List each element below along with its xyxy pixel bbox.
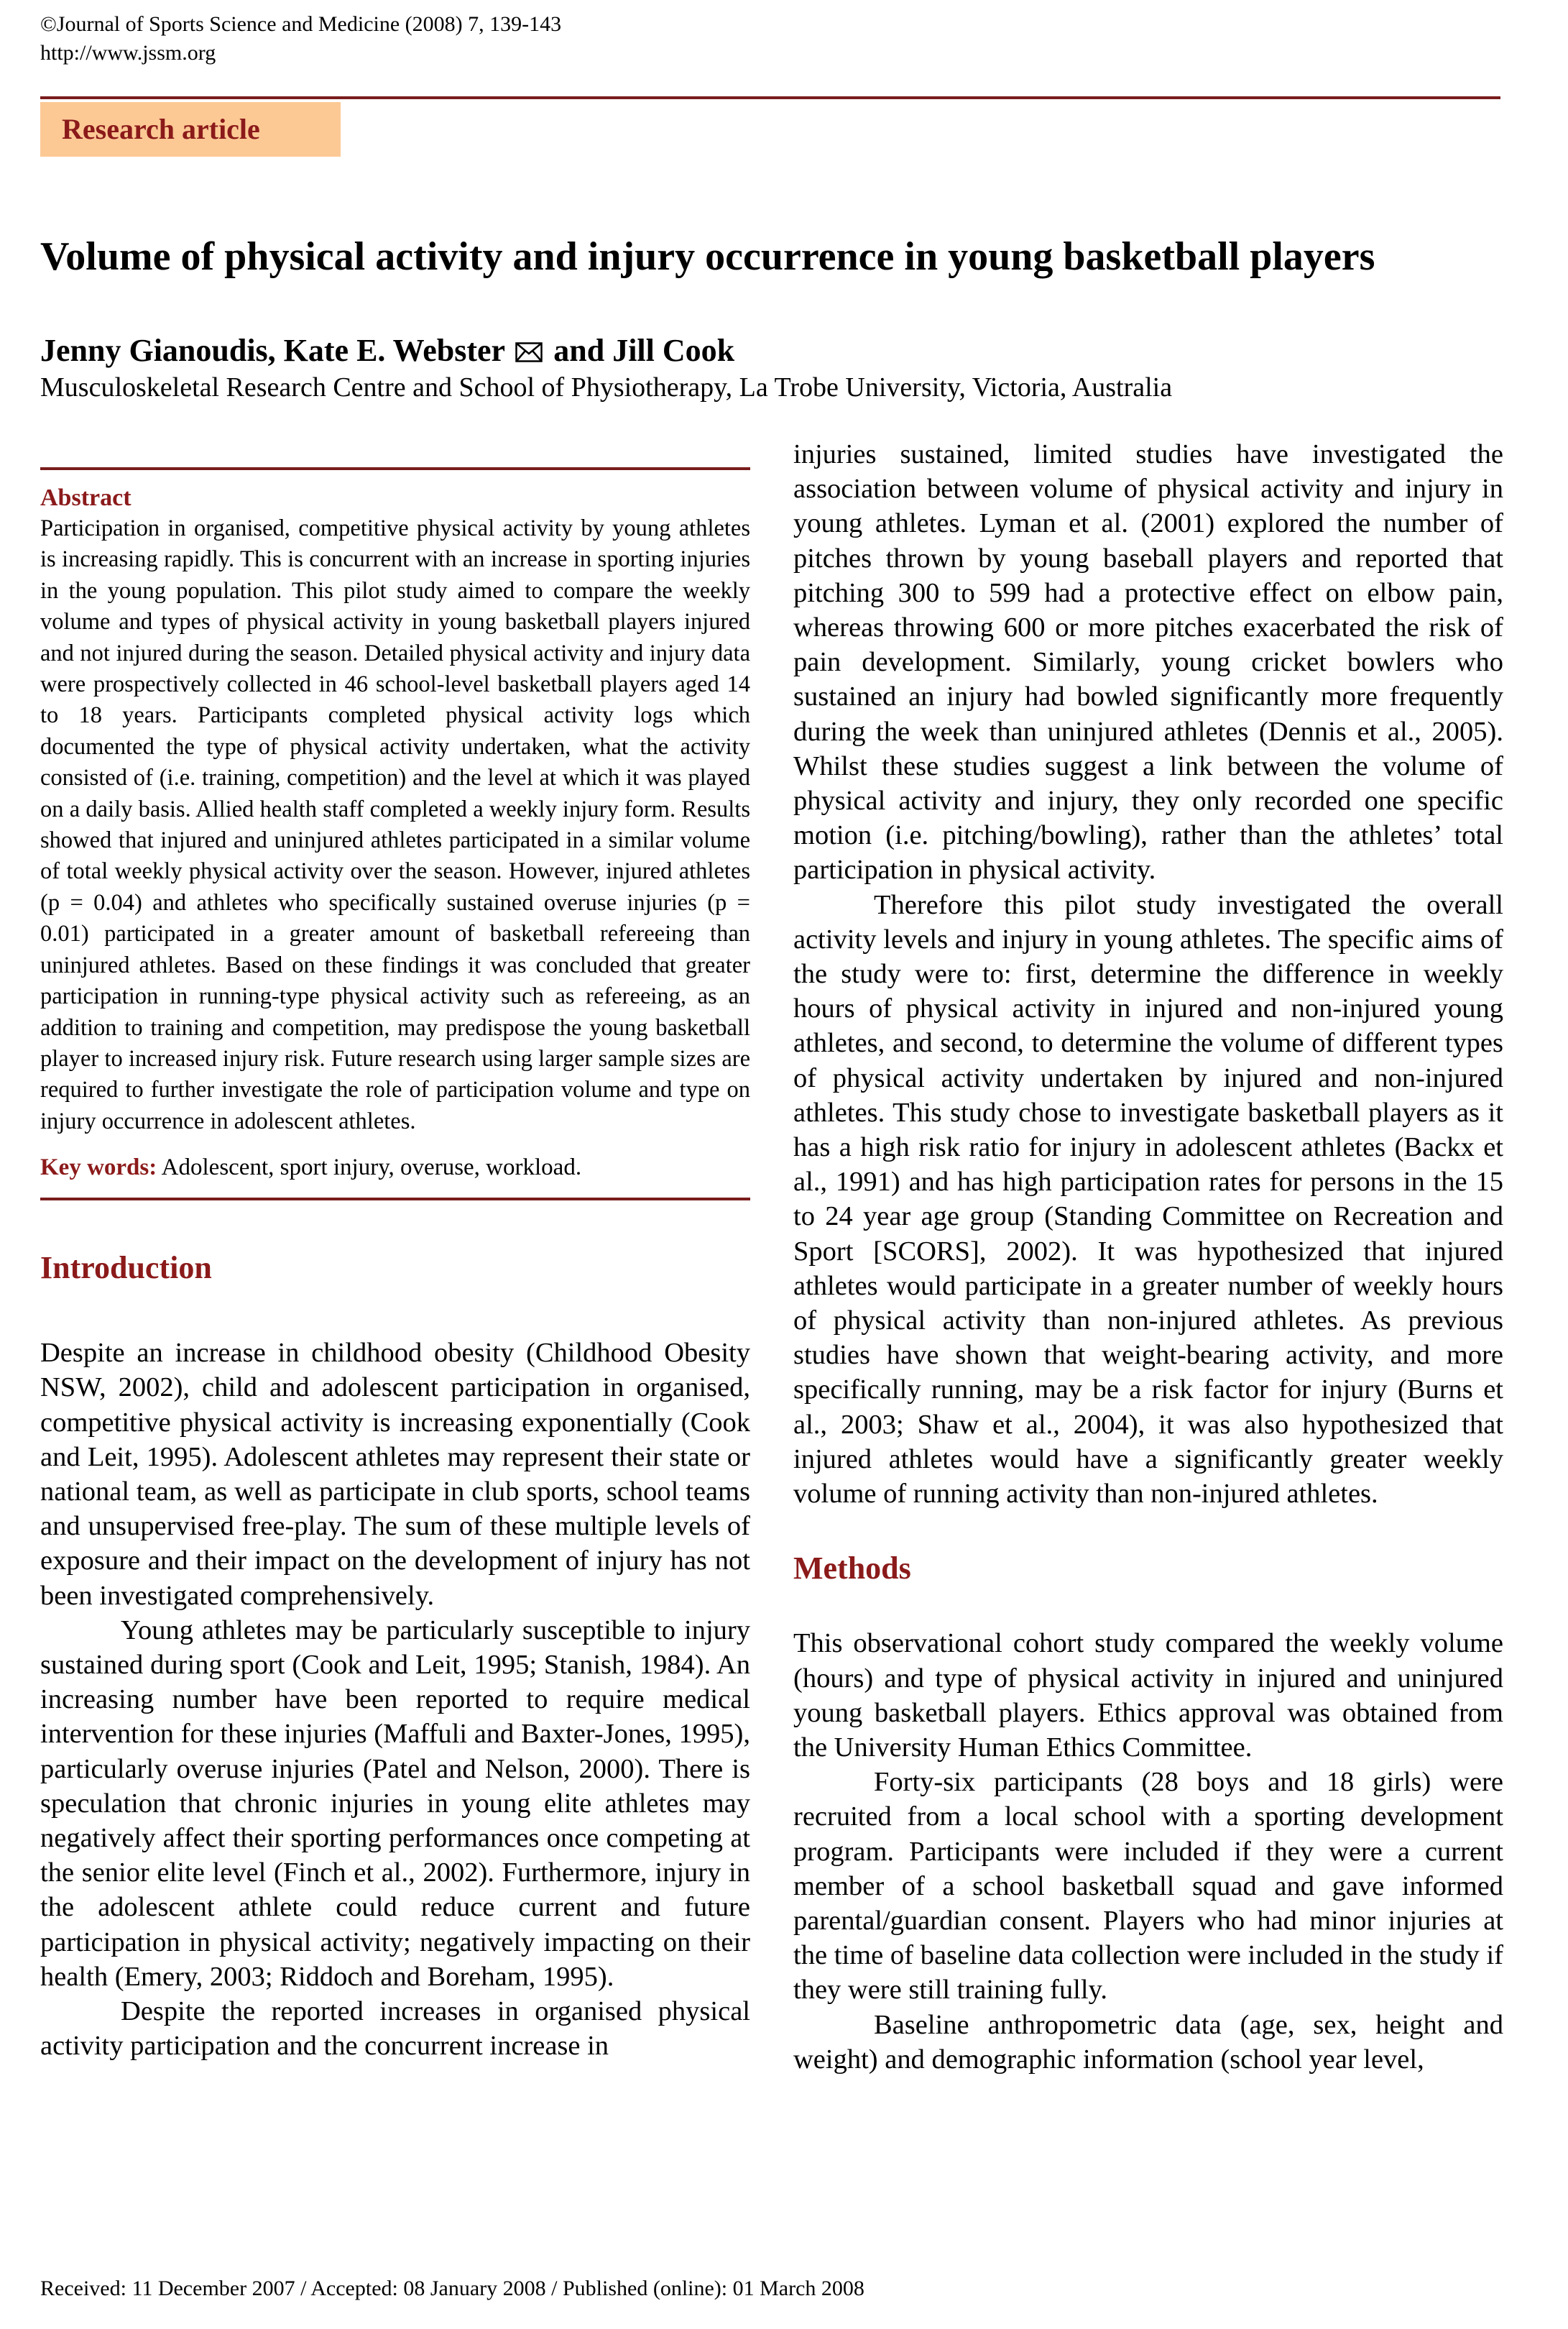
author-list xyxy=(40,329,734,372)
left-column xyxy=(40,467,750,2063)
header-rule xyxy=(40,96,1500,99)
abstract-top-rule xyxy=(40,467,750,470)
journal-citation: ©Journal of Sports Science and Medicine (2008) 7, 139-143 xyxy=(40,12,562,36)
keywords-label: Key words: xyxy=(40,1154,157,1181)
intro-paragraph-2: Young athletes may be particularly susceptible to injury sustained during sport (Cook and Leit, 1995; Stanish, 1984). An increasing number have been reported to require medical intervention for these injuries (Maffuli and Baxter-Jones, 1995), particularly overuse injuries (Patel and Nelson, 2000). There is speculation that chronic injuries in young elite athletes may negatively affect their sporting performances once competing at the senior elite level (Finch et al., 2002). Furthermore, injury in the adolescent athlete could reduce current and future participation in physical activity; negatively impacting on their health (Emery, 2003; Riddoch and Boreham, 1995). xyxy=(40,1614,750,1992)
publication-dates: Received: 11 December 2007 / Accepted: 08 January 2008 / Published (online): 01 March 2008 xyxy=(40,2277,864,2300)
affiliation: Musculoskeletal Research Centre and School of Physiotherapy, La Trobe University, Victoria, Australia xyxy=(40,372,1173,403)
journal-url[interactable]: http://www.jssm.org xyxy=(40,41,216,65)
abstract-heading: Abstract xyxy=(40,484,132,511)
methods-paragraph-1: This observational cohort study compared the weekly volume (hours) and type of physical activity in injured and uninjured young basketball players. Ethics approval was obtained from the University Human Ethics Committee. xyxy=(793,1628,1503,1763)
envelope-icon[interactable] xyxy=(515,342,543,362)
keywords xyxy=(40,1152,750,1183)
methods-paragraph-3: Baseline anthropometric data (age, sex, height and weight) and demographic information (school year level, xyxy=(793,2009,1503,2075)
intro-paragraph-3: Despite the reported increases in organised physical activity participation and the concurrent increase in xyxy=(40,1995,750,2062)
authors-first: Jenny Gianoudis, Kate E. Webster xyxy=(40,333,505,368)
intro-continued-paragraph: injuries sustained, limited studies have investigated the association between volume of physical activity and injury in young athletes. Lyman et al. (2001) explored the number of pitches thrown by young baseball players and reported that pitching 300 to 599 had a protective effect on elbow pain, whereas throwing 600 or more pitches exacerbated the risk of pain development. Similarly, young cricket bowlers who sustained an injury had bowled significantly more frequently during the week than uninjured athletes (Dennis et al., 2005). Whilst these studies suggest a link between the volume of physical activity and injury, they only recorded one specific motion (i.e. pitching/bowling), rather than the athletes’ total participation in physical activity. xyxy=(793,439,1503,886)
intro-paragraph-1: Despite an increase in childhood obesity (Childhood Obesity NSW, 2002), child and adolescent participation in organised, competitive physical activity is increasing exponentially (Cook and Leit, 1995). Adolescent athletes may represent their state or national team, as well as participate in club sports, school teams and unsupervised free-play. The sum of these multiple levels of exposure and their impact on the development of injury has not been investigated comprehensively. xyxy=(40,1338,750,1611)
methods-heading: Methods xyxy=(793,1551,911,1586)
article-type-badge: Research article xyxy=(40,102,341,157)
introduction-heading: Introduction xyxy=(40,1250,212,1286)
keywords-text: Adolescent, sport injury, overuse, workload. xyxy=(161,1154,582,1181)
study-aims-paragraph: Therefore this pilot study investigated the overall activity levels and injury in young athletes. The specific aims of the study were to: first, determine the difference in weekly hours of physical activity in injured and non-injured young athletes, and second, to determine the volume of different types of physical activity undertaken by injured and non-injured athletes. This study chose to investigate basketball players as it has a high risk ratio for injury in adolescent athletes (Backx et al., 1991) and has high participation rates for persons in the 15 to 24 year age group (Standing Committee on Recreation and Sport [SCORS], 2002). It was hypothesized that injured athletes would participate in a greater number of weekly hours of physical activity than non-injured athletes. As previous studies have shown that weight-bearing activity, and more specifically running, may be a risk factor for injury (Burns et al., 2003; Shaw et al., 2004), it was also hypothesized that injured athletes would have a significantly greater weekly volume of running activity than non-injured athletes. xyxy=(793,889,1503,1510)
methods-paragraph-2: Forty-six participants (28 boys and 18 girls) were recruited from a local school with a sporting development program. Participants were included if they were a current member of a school basketball squad and gave informed parental/guardian consent. Players who had minor injuries at the time of baseline data collection were included in the study if they were still training fully. xyxy=(793,1767,1503,2006)
running-header xyxy=(40,10,561,68)
abstract-text: Participation in organised, competitive physical activity by young athletes is increasing rapidly. This is concurrent with an increase in sporting injuries in the young population. This pilot study aimed to compare the weekly volume and types of physical activity in young basketball players injured and not injured during the season. Detailed physical activity and injury data were prospectively collected in 46 school-level basketball players aged 14 to 18 years. Participants completed physical activity logs which documented the type of physical activity undertaken, what the activity consisted of (i.e. training, competition) and the level at which it was played on a daily basis. Allied health staff completed a weekly injury form. Results showed that injured and uninjured athletes participated in a similar volume of total weekly physical activity over the season. However, injured athletes (p = 0.04) and athletes who specifically sustained overuse injuries (p = 0.01) participated in a greater amount of basketball refereeing than uninjured athletes. Based on these findings it was concluded that greater participation in running-type physical activity such as refereeing, as an addition to training and competition, may predispose the young basketball player to increased injury risk. Future research using larger sample sizes are required to further investigate the role of participation volume and type on injury occurrence in adolescent athletes. xyxy=(40,515,750,1134)
authors-last: and Jill Cook xyxy=(553,333,735,368)
right-column xyxy=(793,437,1503,2077)
article-title: Volume of physical activity and injury occurrence in young basketball players xyxy=(40,234,1375,279)
